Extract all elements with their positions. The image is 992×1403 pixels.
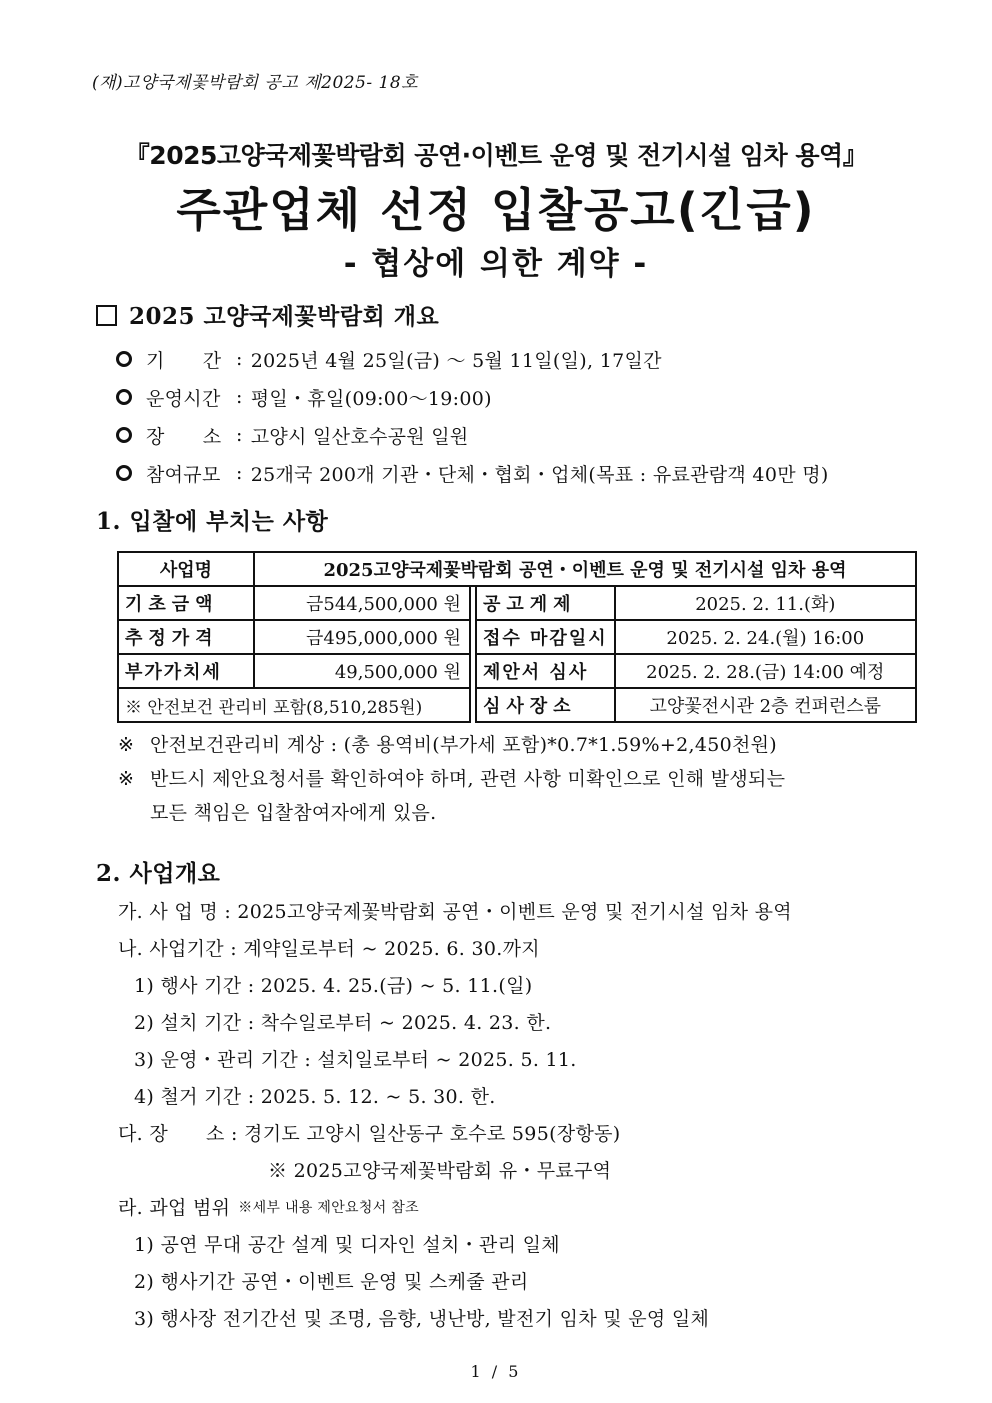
scope-note: ※세부 내용 제안요청서 참조 [238,1199,419,1216]
label-cell: 추정가격 [118,620,254,654]
value-cell: 고양꽃전시관 2층 컨퍼런스룸 [615,688,916,722]
overview-item-separator: : [236,424,243,446]
overview-item-value: 25개국 200개 기관・단체・협회・업체(목표 : 유료관람객 40만 명) [250,463,829,486]
note-continuation: 모든 책임은 입찰참여자에게 있음. [150,802,437,824]
install-period-line: 2) 설치 기간 : 착수일로부터 ~ 2025. 4. 23. 한. [134,1012,552,1034]
overview-heading-text: 2025 고양국제꽃박람회 개요 [129,303,440,330]
checkbox-icon [96,305,117,326]
safety-note-cell: ※ 안전보건 관리비 포함(8,510,285원) [118,688,470,722]
overview-item-value: 고양시 일산호수공원 일원 [250,425,469,448]
section2-body [118,892,938,1336]
table-row [118,586,916,620]
label-cell: 기초금액 [118,586,254,620]
title-block [0,136,992,286]
overview-item-value: 2025년 4월 25일(금) ～ 5월 11일(일), 17일간 [250,349,662,372]
overview-heading [96,298,439,331]
amount-cell: 49,500,000 원 [254,654,470,688]
notice-number: (재)고양국제꽃박람회 공고 제2025- 18호 [92,73,419,93]
overview-item-separator: : [236,348,243,370]
bid-table [117,551,917,723]
overview-item-period [116,340,829,378]
note-mark: ※ [118,734,135,756]
table-row [118,688,916,722]
label-cell: 부가가치세 [118,654,254,688]
scope-item-2: 2) 행사기간 공연・이벤트 운영 및 스케줄 관리 [134,1271,529,1293]
scope-label: 라. 과업 범위 [118,1197,231,1219]
title-method: - 협상에 의한 계약 - [343,246,649,282]
circle-bullet-icon [116,351,132,367]
label-cell: 제안서 심사 [476,654,615,688]
project-name-line: 가. 사 업 명 : 2025고양국제꽃박람회 공연・이벤트 운영 및 전기시설 임차 용역 [118,901,792,923]
overview-item-label: 장 소 [146,425,222,448]
note-item [118,728,928,762]
note-text: 반드시 제안요청서를 확인하여야 하며, 관련 사항 미확인으로 인해 발생되는 [150,768,786,790]
event-period-line: 1) 행사 기간 : 2025. 4. 25.(금) ~ 5. 11.(일) [134,975,533,997]
section1-notes [118,728,928,830]
value-cell: 2025. 2. 28.(금) 14:00 예정 [615,654,916,688]
overview-item-value: 평일・휴일(09:00～19:00) [250,387,492,410]
note-text: 안전보건관리비 계상 : (총 용역비(부가세 포함)*0.7*1.59%+2,450천원) [150,734,778,756]
table-row [118,620,916,654]
overview-item-location [116,416,829,454]
overview-item-separator: : [236,462,243,484]
removal-period-line: 4) 철거 기간 : 2025. 5. 12. ~ 5. 30. 한. [134,1086,496,1108]
label-cell: 공고게제 [476,586,615,620]
scope-item-3: 3) 행사장 전기간선 및 조명, 음향, 냉난방, 발전기 임차 및 운영 일체 [134,1308,710,1330]
circle-bullet-icon [116,465,132,481]
circle-bullet-icon [116,427,132,443]
amount-cell: 금544,500,000 원 [254,586,470,620]
overview-item-label: 운영시간 [146,387,221,410]
scope-line [118,1188,938,1225]
section1-heading: 1. 입찰에 부치는 사항 [96,508,329,535]
note-mark: ※ [118,768,135,790]
table-row [118,654,916,688]
overview-item-separator: : [236,386,243,408]
project-period-line: 나. 사업기간 : 계약일로부터 ~ 2025. 6. 30.까지 [118,938,540,960]
project-name-cell: 2025고양국제꽃박람회 공연・이벤트 운영 및 전기시설 임차 용역 [254,552,916,586]
note-item [118,762,928,796]
title-subtitle: 『2025고양국제꽃박람회 공연·이벤트 운영 및 전기시설 임차 용역』 [124,141,868,170]
page-number: 1 / 5 [470,1362,522,1381]
location-line: 다. 장 소 : 경기도 고양시 일산동구 호수로 595(장항동) [118,1123,621,1145]
overview-item-label: 기 간 [146,349,222,372]
operation-period-line: 3) 운영・관리 기간 : 설치일로부터 ~ 2025. 5. 11. [134,1049,577,1071]
label-cell: 심사장소 [476,688,615,722]
overview-item-hours [116,378,829,416]
location-note: ※ 2025고양국제꽃박람회 유・무료구역 [268,1160,612,1182]
section2-heading: 2. 사업개요 [96,860,221,887]
circle-bullet-icon [116,389,132,405]
value-cell: 2025. 2. 11.(화) [615,586,916,620]
overview-list [116,340,829,492]
project-label-cell: 사업명 [118,552,254,586]
table-row [118,552,916,586]
value-cell: 2025. 2. 24.(월) 16:00 [615,620,916,654]
overview-item-label: 참여규모 [146,463,221,486]
amount-cell: 금495,000,000 원 [254,620,470,654]
label-cell: 접수 마감일시 [476,620,615,654]
overview-item-scale [116,454,829,492]
scope-item-1: 1) 공연 무대 공간 설계 및 디자인 설치・관리 일체 [134,1234,560,1256]
title-main: 주관업체 선정 입찰공고(긴급) [176,183,816,237]
